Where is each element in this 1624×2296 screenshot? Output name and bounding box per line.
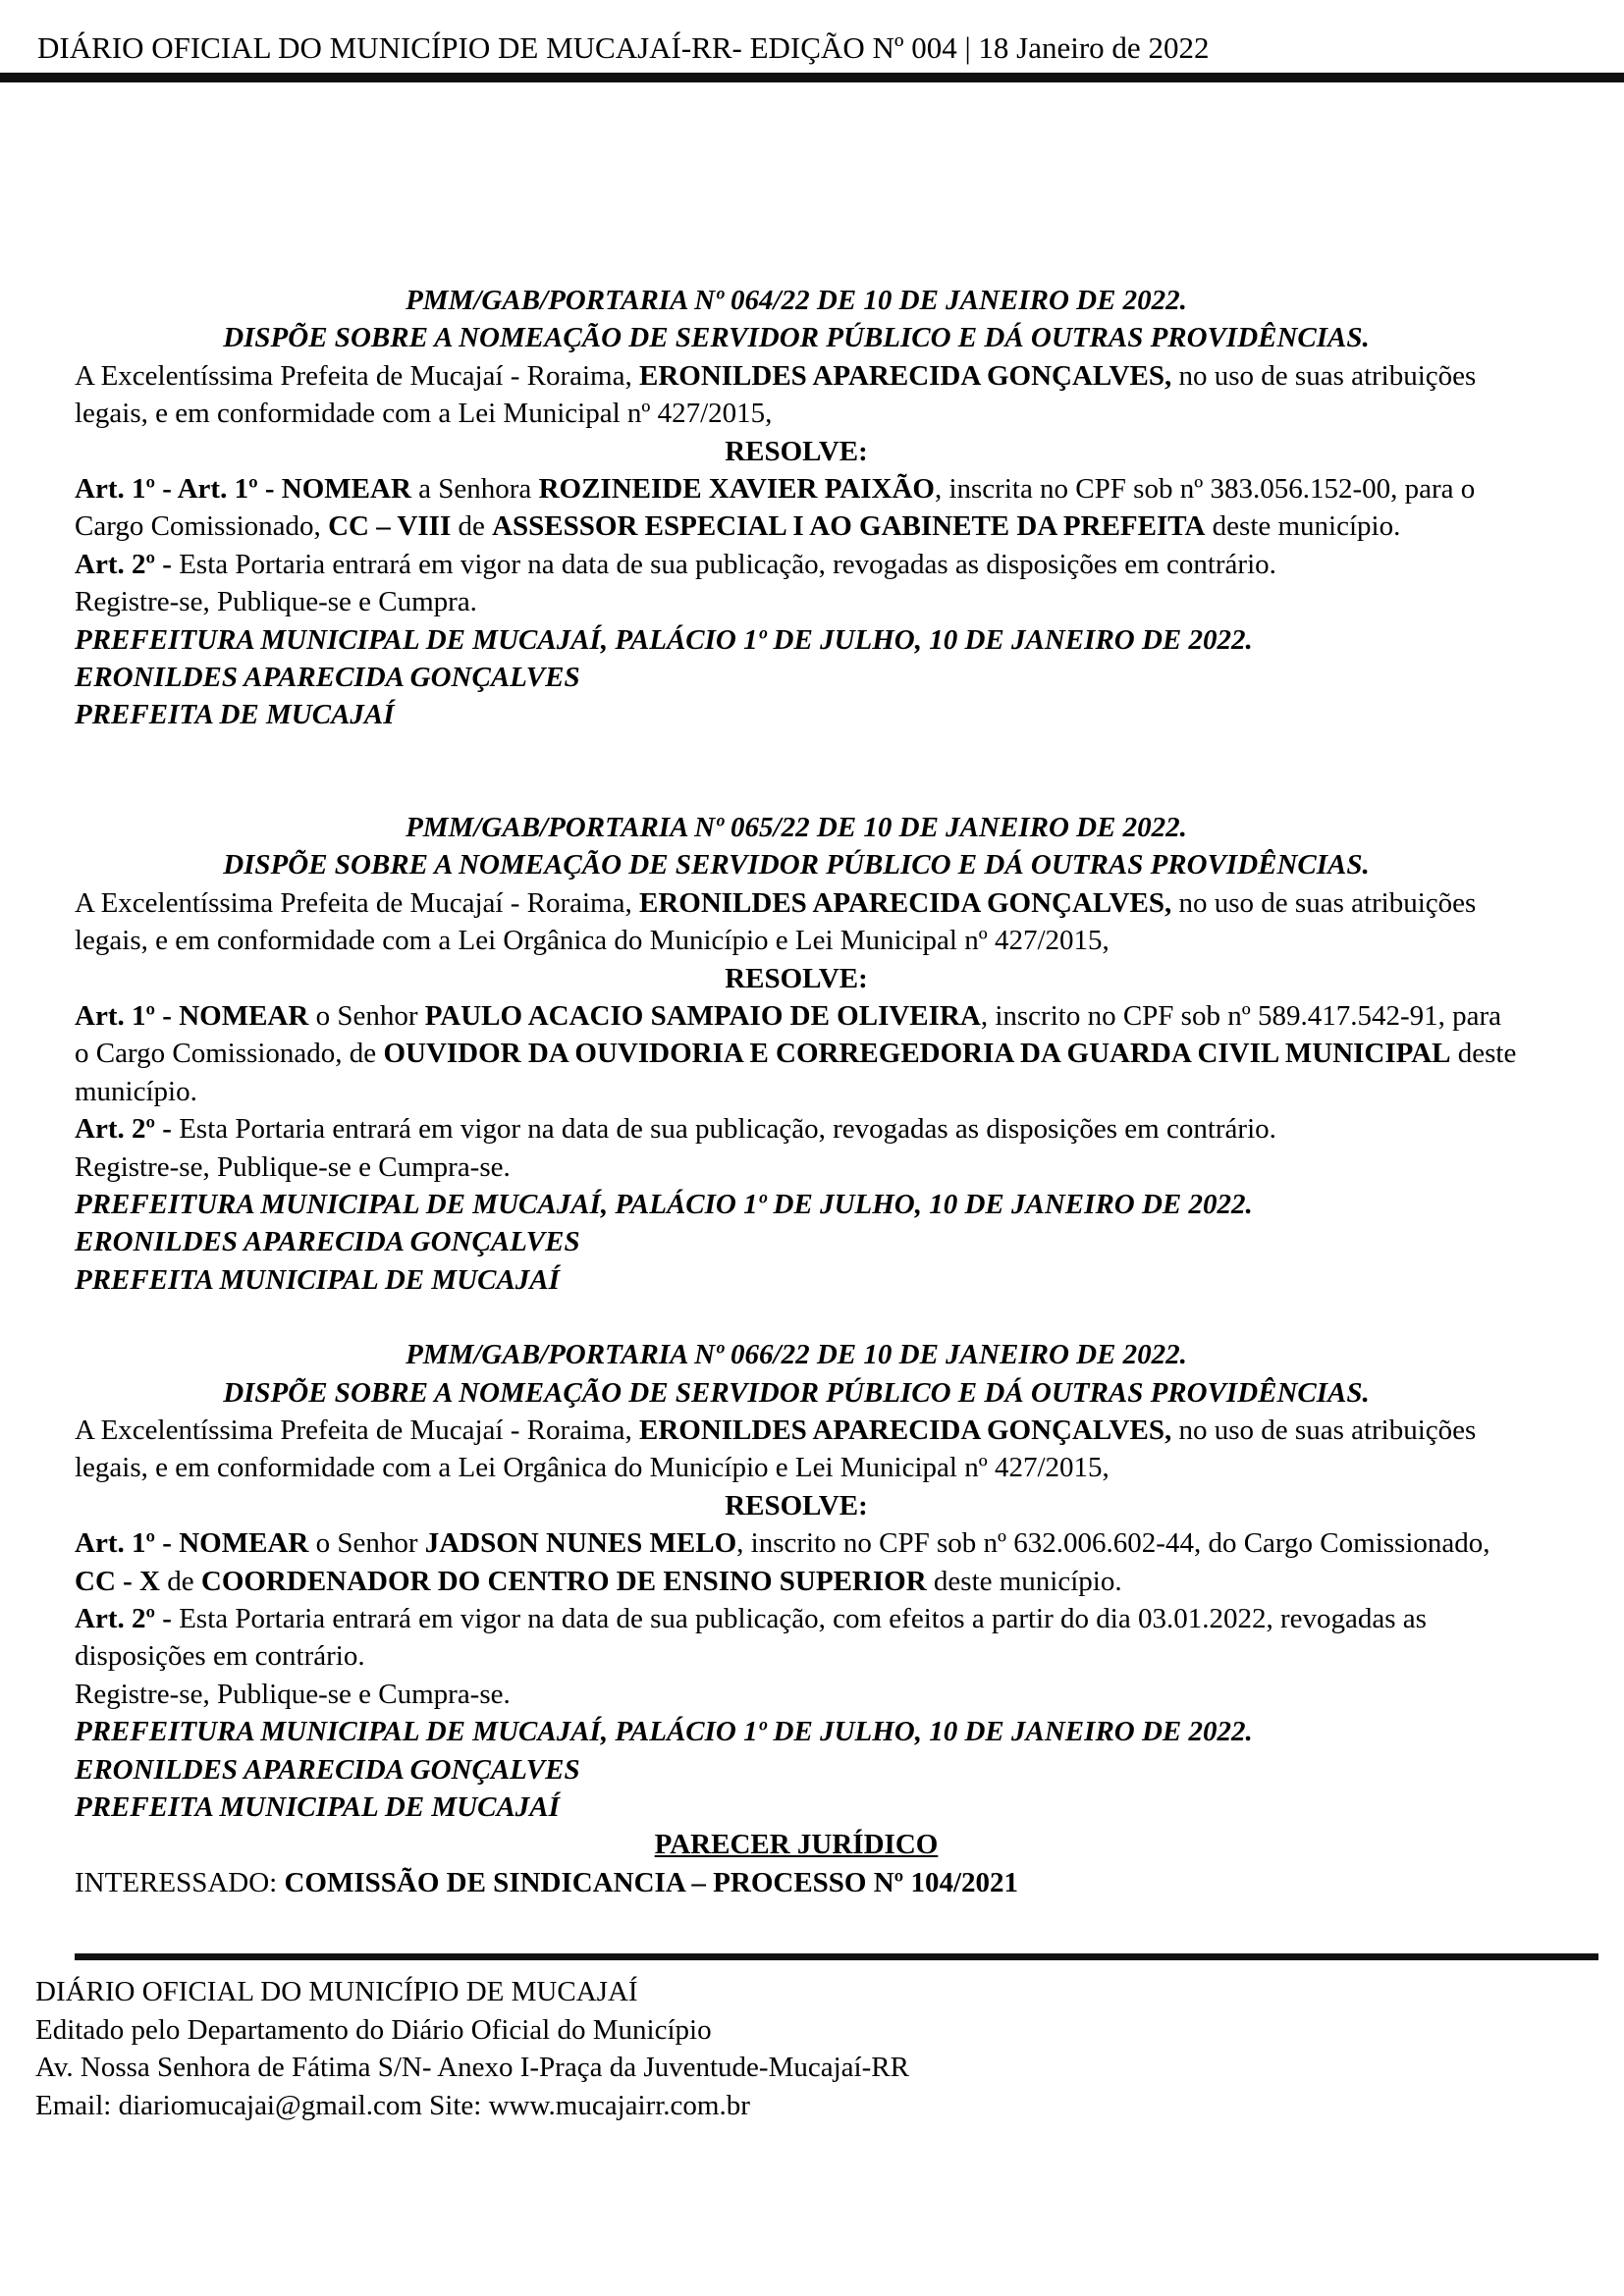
article-1: Art. 1º - NOMEAR o Senhor PAULO ACACIO SAMPAIO DE OLIVEIRA, inscrito no CPF sob nº 589.417.542-91, para o Cargo Comissionado, de OUVIDOR DA OUVIDORIA E CORREGEDORIA DA GUARDA CIVIL MUNICIPAL deste município. — [75, 999, 1517, 1107]
mayor-name: ERONILDES APARECIDA GONÇALVES, — [638, 886, 1172, 919]
appointee-name: JADSON NUNES MELO — [424, 1527, 737, 1560]
article-1: Art. 1º - NOMEAR o Senhor JADSON NUNES MELO, inscrito no CPF sob nº 632.006.602-44, do Cargo Comissionado, CC - X de COORDENADOR DO CENTRO DE ENSINO SUPERIOR deste município. — [75, 1527, 1490, 1597]
footer-contact: Email: diariomucajai@gmail.com Site: www.mucajairr.com.br — [35, 2089, 750, 2121]
article-2: Art. 2º - Esta Portaria entrará em vigor na data de sua publicação, com efeitos a partir do dia 03.01.2022, revogadas as disposições em contrário. — [75, 1603, 1427, 1673]
signature-place: PREFEITURA MUNICIPAL DE MUCAJAÍ, PALÁCIO 1º DE JULHO, 10 DE JANEIRO DE 2022. — [75, 623, 1253, 656]
mayor-name: ERONILDES APARECIDA GONÇALVES, — [638, 359, 1172, 392]
resolve-heading: RESOLVE: — [725, 962, 868, 994]
mayor-name: ERONILDES APARECIDA GONÇALVES, — [638, 1414, 1172, 1446]
portaria-066 — [75, 1336, 1518, 1826]
portaria-intro: A Excelentíssima Prefeita de Mucajaí - Roraima, ERONILDES APARECIDA GONÇALVES, no uso de suas atribuições legais, e em conformidade com a Lei Orgânica do Município e Lei Municipal nº 427/2015, — [75, 1414, 1477, 1484]
portaria-subject: DISPÕE SOBRE A NOMEAÇÃO DE SERVIDOR PÚBLICO E DÁ OUTRAS PROVIDÊNCIAS. — [223, 322, 1370, 354]
footer-line: Editado pelo Departamento do Diário Oficial do Município — [35, 2013, 712, 2046]
header-divider — [0, 73, 1624, 82]
closing-formula: Registre-se, Publique-se e Cumpra-se. — [75, 1678, 511, 1710]
closing-formula: Registre-se, Publique-se e Cumpra. — [75, 586, 477, 618]
appointee-name: ROZINEIDE XAVIER PAIXÃO — [538, 473, 935, 506]
portaria-title: PMM/GAB/PORTARIA Nº 066/22 DE 10 DE JANEIRO DE 2022. — [406, 1339, 1187, 1371]
resolve-heading: RESOLVE: — [725, 435, 868, 467]
document-body — [75, 282, 1518, 1901]
signature-name: ERONILDES APARECIDA GONÇALVES — [75, 1753, 580, 1786]
portaria-intro: A Excelentíssima Prefeita de Mucajaí - Roraima, ERONILDES APARECIDA GONÇALVES, no uso de suas atribuições legais, e em conformidade com a Lei Municipal nº 427/2015, — [75, 359, 1477, 430]
page-footer — [35, 1973, 1214, 2124]
appointee-role: OUVIDOR DA OUVIDORIA E CORREGEDORIA DA GUARDA CIVIL MUNICIPAL — [383, 1038, 1451, 1070]
signature-place: PREFEITURA MUNICIPAL DE MUCAJAÍ, PALÁCIO 1º DE JULHO, 10 DE JANEIRO DE 2022. — [75, 1188, 1253, 1220]
article-1: Art. 1º - Art. 1º - NOMEAR a Senhora ROZINEIDE XAVIER PAIXÃO, inscrita no CPF sob nº 383.056.152-00, para o Cargo Comissionado, CC – VIII de ASSESSOR ESPECIAL I AO GABINETE DA PREFEITA deste município. — [75, 473, 1476, 543]
portaria-064 — [75, 282, 1518, 734]
portaria-title: PMM/GAB/PORTARIA Nº 065/22 DE 10 DE JANEIRO DE 2022. — [406, 811, 1187, 843]
page-header — [0, 29, 1624, 80]
portaria-subject: DISPÕE SOBRE A NOMEAÇÃO DE SERVIDOR PÚBLICO E DÁ OUTRAS PROVIDÊNCIAS. — [223, 849, 1370, 881]
article-2: Art. 2º - Esta Portaria entrará em vigor na data de sua publicação, revogadas as disposições em contrário. — [75, 1113, 1276, 1146]
portaria-subject: DISPÕE SOBRE A NOMEAÇÃO DE SERVIDOR PÚBLICO E DÁ OUTRAS PROVIDÊNCIAS. — [223, 1376, 1370, 1409]
appointee-name: PAULO ACACIO SAMPAIO DE OLIVEIRA — [424, 999, 981, 1032]
signature-role: PREFEITA MUNICIPAL DE MUCAJAÍ — [75, 1263, 560, 1296]
signature-role: PREFEITA MUNICIPAL DE MUCAJAÍ — [75, 1791, 560, 1824]
footer-line: Av. Nossa Senhora de Fátima S/N- Anexo I-Praça da Juventude-Mucajaí-RR — [35, 2052, 909, 2083]
signature-name: ERONILDES APARECIDA GONÇALVES — [75, 1226, 580, 1258]
appointee-role: ASSESSOR ESPECIAL I AO GABINETE DA PREFEITA — [492, 510, 1206, 543]
portaria-065 — [75, 809, 1518, 1299]
appointee-role: COORDENADOR DO CENTRO DE ENSINO SUPERIOR — [200, 1565, 927, 1597]
parecer-interessado: INTERESSADO: COMISSÃO DE SINDICANCIA – PROCESSO Nº 104/2021 — [75, 1866, 1019, 1898]
parecer-title: PARECER JURÍDICO — [654, 1829, 939, 1861]
resolve-heading: RESOLVE: — [725, 1489, 868, 1522]
footer-divider — [75, 1953, 1598, 1960]
footer-line: DIÁRIO OFICIAL DO MUNICÍPIO DE MUCAJAÍ — [35, 1976, 638, 2007]
parecer-juridico — [75, 1826, 1518, 1901]
portaria-title: PMM/GAB/PORTARIA Nº 064/22 DE 10 DE JANEIRO DE 2022. — [406, 285, 1187, 316]
signature-place: PREFEITURA MUNICIPAL DE MUCAJAÍ, PALÁCIO 1º DE JULHO, 10 DE JANEIRO DE 2022. — [75, 1716, 1253, 1748]
signature-role: PREFEITA DE MUCAJAÍ — [75, 699, 395, 731]
article-2: Art. 2º - Esta Portaria entrará em vigor na data de sua publicação, revogadas as disposições em contrário. — [75, 548, 1276, 580]
signature-name: ERONILDES APARECIDA GONÇALVES — [75, 662, 580, 694]
portaria-intro: A Excelentíssima Prefeita de Mucajaí - Roraima, ERONILDES APARECIDA GONÇALVES, no uso de suas atribuições legais, e em conformidade com a Lei Orgânica do Município e Lei Municipal nº 427/2015, — [75, 886, 1477, 957]
header-title: DIÁRIO OFICIAL DO MUNICÍPIO DE MUCAJAÍ-RR- EDIÇÃO Nº 004 | 18 Janeiro de 2022 — [37, 30, 1210, 65]
closing-formula: Registre-se, Publique-se e Cumpra-se. — [75, 1150, 511, 1183]
